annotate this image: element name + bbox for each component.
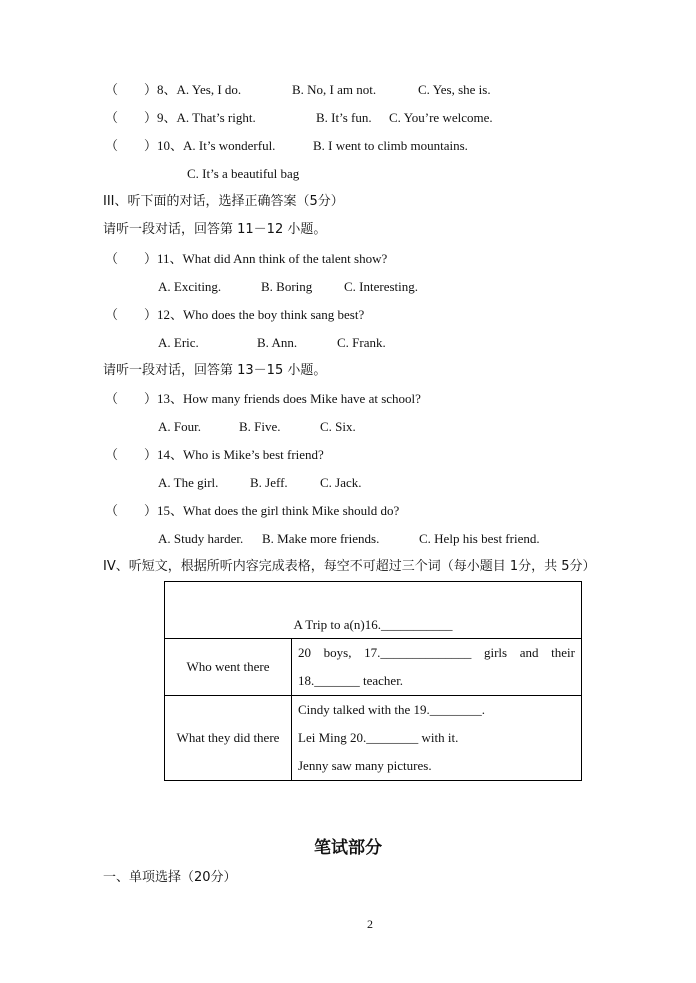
question-11: （ ）11、What did Ann think of the talent show? — [105, 251, 388, 266]
question-8-option-b: B. No, I am not. — [292, 82, 377, 97]
row-who-line-2: 18._______ teacher. — [298, 673, 404, 688]
section-1-title: 一、单项选择（20分） — [103, 870, 237, 885]
question-10-option-c: C. It’s a beautiful bag — [187, 166, 300, 181]
listening-intro-1: 请听一段对话，回答第 11－12 小题。 — [103, 222, 327, 237]
question-14-option-c: C. Jack. — [320, 475, 362, 490]
question-15: （ ）15、What does the girl think Mike should do? — [105, 503, 400, 518]
row-what-line-2: Lei Ming 20.________ with it. — [298, 730, 459, 745]
trip-table — [164, 581, 582, 781]
question-12-option-b: B. Ann. — [257, 335, 298, 350]
table-title: A Trip to a(n)16.___________ — [165, 582, 582, 639]
question-14-option-a: A. The girl. — [158, 475, 219, 490]
question-10: （ ）10、A. It’s wonderful. — [105, 138, 276, 153]
written-part-heading: 笔试部分 — [314, 838, 382, 858]
question-8: （ ）8、A. Yes, I do. — [105, 82, 242, 97]
row-what-line-3: Jenny saw many pictures. — [298, 758, 432, 773]
question-11-option-c: C. Interesting. — [344, 279, 419, 294]
question-9-option-c: C. You’re welcome. — [389, 110, 493, 125]
question-14: （ ）14、Who is Mike’s best friend? — [105, 447, 324, 462]
question-9: （ ）9、A. That’s right. — [105, 110, 256, 125]
question-15-option-c: C. Help his best friend. — [419, 531, 540, 546]
row-what-line-1: Cindy talked with the 19.________. — [298, 702, 486, 717]
question-13: （ ）13、How many friends does Mike have at school? — [105, 391, 421, 406]
row-value-who — [292, 639, 582, 696]
section-3-title: III、听下面的对话，选择正确答案（5分） — [103, 194, 344, 209]
listening-intro-2: 请听一段对话，回答第 13－15 小题。 — [103, 363, 327, 378]
question-12: （ ）12、Who does the boy think sang best? — [105, 307, 365, 322]
question-14-option-b: B. Jeff. — [250, 475, 288, 490]
question-11-option-a: A. Exciting. — [158, 279, 222, 294]
question-10-option-b: B. I went to climb mountains. — [313, 138, 468, 153]
question-13-option-b: B. Five. — [239, 419, 281, 434]
question-15-option-a: A. Study harder. — [158, 531, 244, 546]
page-number: 2 — [367, 917, 373, 931]
question-9-option-b: B. It’s fun. — [316, 110, 372, 125]
question-15-option-b: B. Make more friends. — [262, 531, 380, 546]
question-11-option-b: B. Boring — [261, 279, 313, 294]
row-label-who: Who went there — [165, 639, 292, 696]
row-label-what: What they did there — [165, 696, 292, 781]
section-4-title: IV、听短文，根据所听内容完成表格，每空不可超过三个词（每小题目 1分，共 5分） — [103, 559, 596, 574]
question-12-option-a: A. Eric. — [158, 335, 199, 350]
question-12-option-c: C. Frank. — [337, 335, 386, 350]
row-value-what — [292, 696, 582, 781]
question-8-option-c: C. Yes, she is. — [418, 82, 491, 97]
row-who-line-1: 20 boys, 17.______________ girls and their — [298, 645, 575, 660]
question-13-option-c: C. Six. — [320, 419, 356, 434]
question-13-option-a: A. Four. — [158, 419, 201, 434]
